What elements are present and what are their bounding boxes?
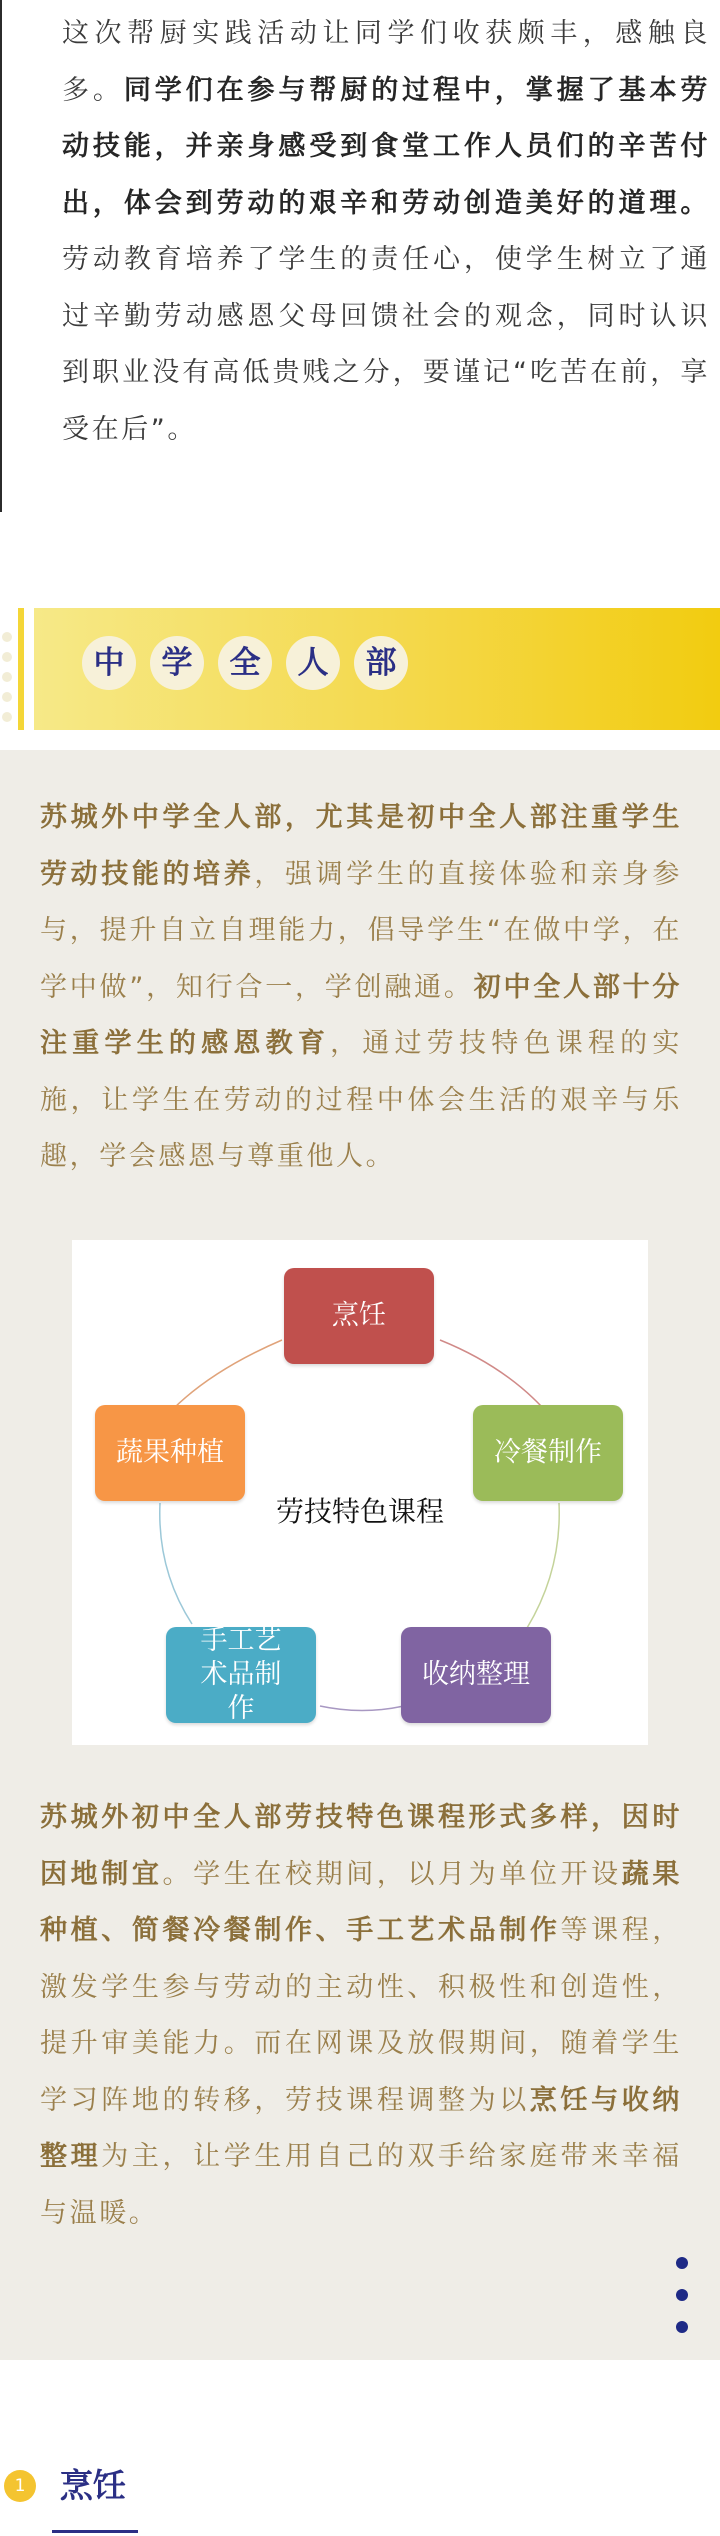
banner-dot-pattern [0, 630, 30, 732]
cooking-section-title: 烹饪 [60, 2466, 126, 2505]
para2-bold-1: 苏城外初中全人部劳技特色课程形式多样，因时因地制宜 [40, 1802, 682, 1890]
decorative-dot [676, 2289, 688, 2301]
pattern-dot [2, 672, 12, 682]
para1-text-1: ，强调学生的直接体验和亲身参与，提升自立自理能力，倡导学生“在做中学，在学中做”，知行合一，学创融通。 [40, 858, 682, 1003]
diagram-node-cold-meal: 冷餐制作 [473, 1405, 623, 1501]
intro-left-rule [0, 0, 2, 512]
intro-paragraph [62, 6, 710, 458]
connector-arc [527, 1503, 559, 1628]
intro-body-paragraph [40, 790, 682, 1186]
pattern-dot [2, 652, 12, 662]
heading-char: 全 [218, 636, 272, 690]
pattern-dot [2, 692, 12, 702]
section-number-badge: 1 [4, 2470, 36, 2502]
curriculum-body-paragraph [40, 1790, 682, 2242]
connector-arc [320, 1706, 404, 1711]
pattern-dot [2, 632, 12, 642]
decorative-dot [676, 2321, 688, 2333]
intro-sentence-3: 劳动教育培养了学生的责任心，使学生树立了通过辛勤劳动感恩父母回馈社会的观念，同时认识到职业没有高低贵贱之分，要谨记“吃苦在前，享受在后”。 [62, 244, 710, 445]
intro-sentence-2-bold: 同学们在参与帮厨的过程中，掌握了基本劳动技能，并亲身感受到食堂工作人员们的辛苦付出，体会到劳动的艰辛和劳动创造美好的道理。 [62, 74, 710, 219]
para2-text-1: 。学生在校期间，以月为单位开设 [162, 1858, 622, 1890]
curriculum-cycle-diagram [72, 1240, 648, 1745]
para2-text-2: 等课程，激发学生参与劳动的主动性、积极性和创造性，提升审美能力。而在网课及放假期间，随着学生学习阵地的转移，劳技课程调整为以 [40, 1915, 682, 2116]
diagram-node-storage: 收纳整理 [401, 1627, 551, 1723]
diagram-node-planting: 蔬果种植 [95, 1405, 245, 1501]
heading-char: 人 [286, 636, 340, 690]
para2-text-3: 为主，让学生用自己的双手给家庭带来幸福与温暖。 [40, 2141, 683, 2229]
diagram-node-handcraft: 手工艺术品制作 [166, 1627, 316, 1723]
intro-sentence-1: 这次帮厨实践活动让同学们收获颇丰，感触良多。 [62, 18, 710, 106]
para1-text-2: ，通过劳技特色课程的实施，让学生在劳动的过程中体会生活的艰辛与乐趣，学会感恩与尊重他人。 [40, 1028, 682, 1172]
connector-arc [160, 1503, 192, 1624]
para2-bold-3: 烹饪与收纳整理 [40, 2084, 682, 2172]
heading-char: 中 [82, 636, 136, 690]
pattern-dot [2, 712, 12, 722]
para1-bold-1: 苏城外中学全人部，尤其是初中全人部注重学生劳动技能的培养 [40, 802, 682, 890]
connector-arc [440, 1340, 542, 1407]
heading-char: 部 [354, 636, 408, 690]
para2-bold-2: 蔬果种植、简餐冷餐制作、手工艺术品制作 [40, 1858, 683, 1946]
connector-arc [172, 1340, 282, 1410]
para1-bold-2: 初中全人部十分注重学生的感恩教育 [40, 971, 682, 1059]
heading-char: 学 [150, 636, 204, 690]
decorative-dot [676, 2257, 688, 2269]
diagram-node-cooking: 烹饪 [284, 1268, 434, 1364]
diagram-center-label: 劳技特色课程 [275, 1495, 444, 1528]
title-underline [52, 2530, 138, 2533]
